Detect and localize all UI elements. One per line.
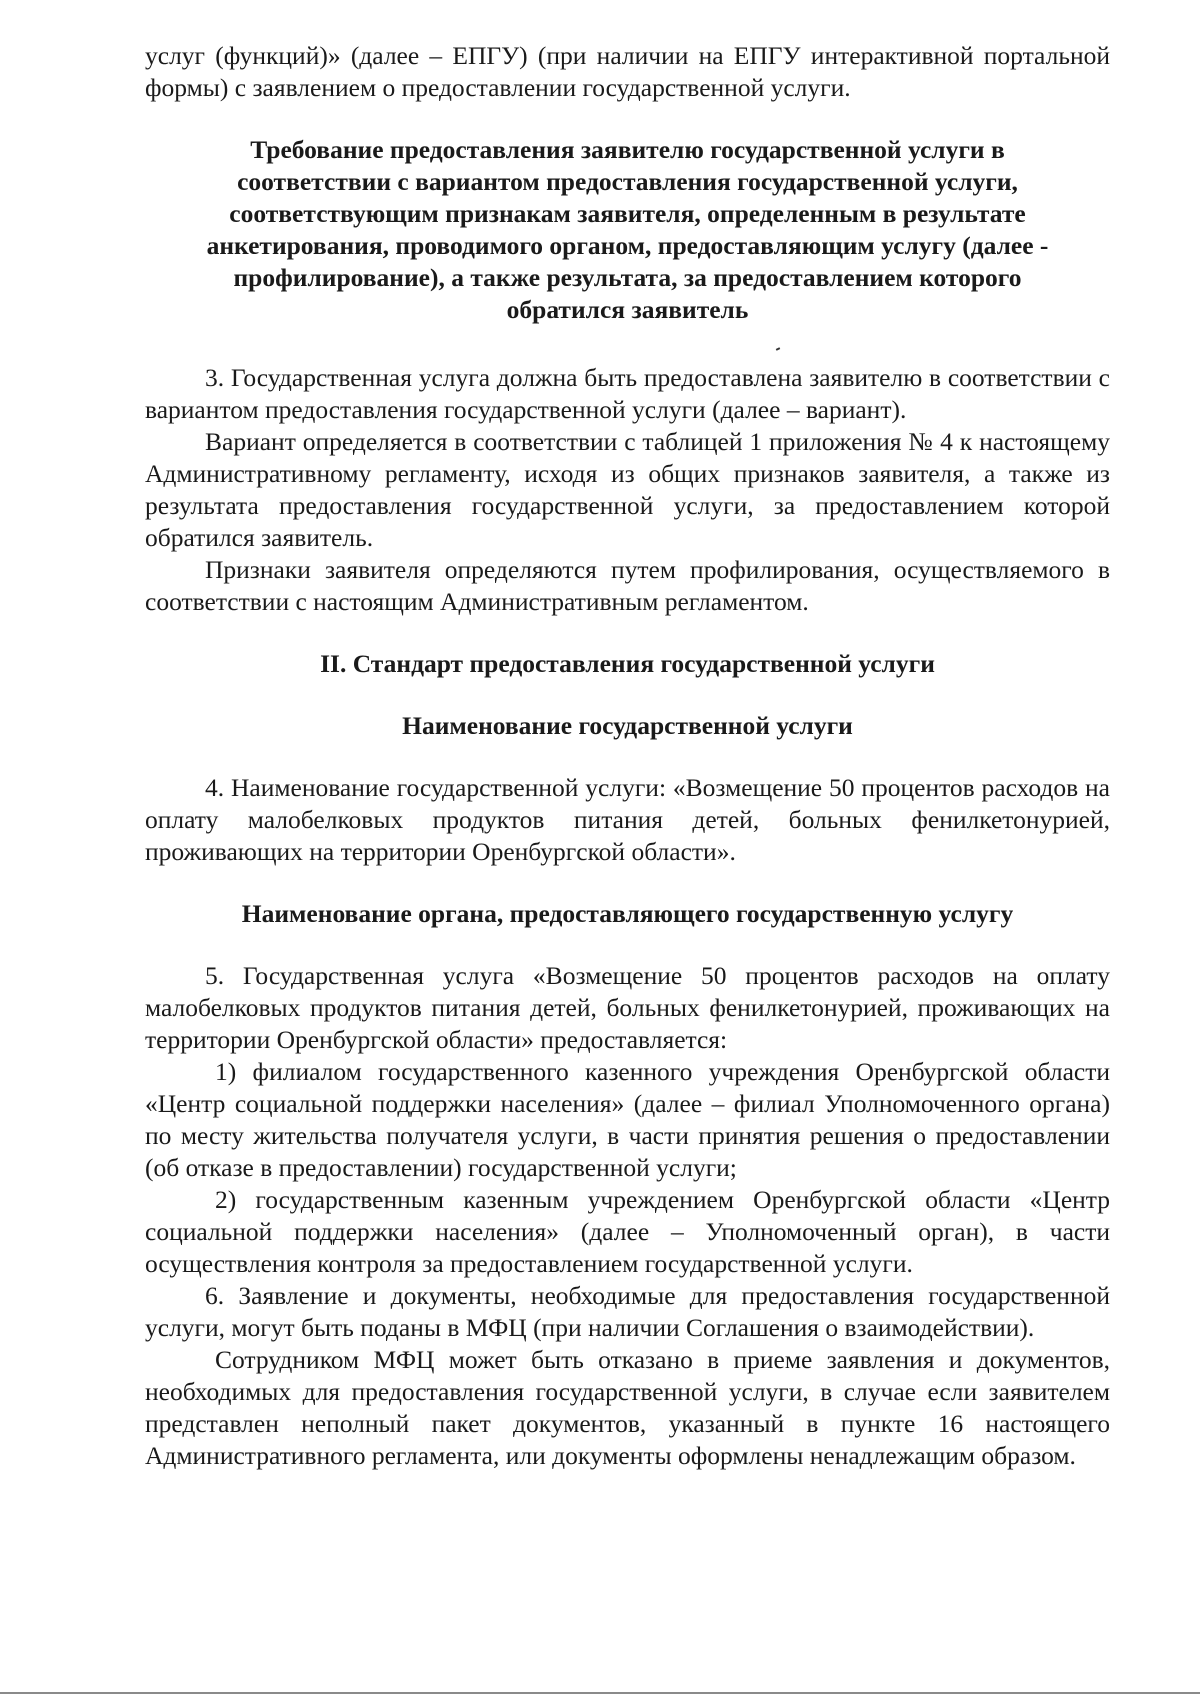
paragraph-variant: Вариант определяется в соответствии с таблицей 1 приложения № 4 к настоящему Административному регламенту, исходя из общих признаков заявителя, а также из результата предоставления государственной услуги, за предоставлением которой обратился заявитель. <box>145 427 1110 552</box>
heading-requirement: Требование предоставления заявителю государственной услуги в соответствии с вариантом предоставления государственной услуги, соответствующим признакам заявителя, определенным в результате анкетирования, проводимого органом, предоставляющим услугу (далее - профилирование), а также результата, за предоставлением которого обратился заявитель <box>206 135 1049 324</box>
heading-organ: Наименование органа, предоставляющего государственную услугу <box>241 899 1014 928</box>
paragraph-3: 3. Государственная услуга должна быть предоставлена заявителю в соответствии с вариантом предоставления государственной услуги (далее – вариант). <box>145 363 1110 424</box>
section-title: II. Стандарт предоставления государственной услуги <box>320 649 935 678</box>
paragraph-signs: Признаки заявителя определяются путем профилирования, осуществляемого в соответствии с настоящим Административным регламентом. <box>145 555 1110 616</box>
heading-service-name: Наименование государственной услуги <box>402 711 853 740</box>
paragraph-4: 4. Наименование государственной услуги: «Возмещение 50 процентов расходов на оплату малобелковых продуктов питания детей, больных фенилкетонурией, проживающих на территории Оренбургской области». <box>145 773 1110 866</box>
document-body <box>145 40 1110 1472</box>
paragraph-5-item-1: 1) филиалом государственного казенного учреждения Оренбургской области «Центр социальной поддержки населения» (далее – филиал Уполномоченного органа) по месту жительства получателя услуги, в части принятия решения о предоставлении (об отказе в предоставлении) государственной услуги; <box>145 1057 1110 1182</box>
paragraph-refusal: Сотрудником МФЦ может быть отказано в приеме заявления и документов, необходимых для предоставления государственной услуги, в случае если заявителем представлен неполный пакет документов, указанный в пункте 16 настоящего Административного регламента, или документы оформлены ненадлежащим образом. <box>145 1345 1110 1470</box>
bottom-scan-edge <box>0 1692 1200 1694</box>
intro-paragraph: услуг (функций)» (далее – ЕПГУ) (при наличии на ЕПГУ интерактивной портальной формы) с заявлением о предоставлении государственной услуги. <box>145 41 1110 102</box>
paragraph-5: 5. Государственная услуга «Возмещение 50 процентов расходов на оплату малобелковых продуктов питания детей, больных фенилкетонурией, проживающих на территории Оренбургской области» предоставляется: <box>145 961 1110 1054</box>
paragraph-6: 6. Заявление и документы, необходимые для предоставления государственной услуги, могут быть поданы в МФЦ (при наличии Соглашения о взаимодействии). <box>145 1281 1110 1342</box>
paragraph-5-item-2: 2) государственным казенным учреждением Оренбургской области «Центр социальной поддержки населения» (далее – Уполномоченный орган), в части осуществления контроля за предоставлением государственной услуги. <box>145 1185 1110 1278</box>
